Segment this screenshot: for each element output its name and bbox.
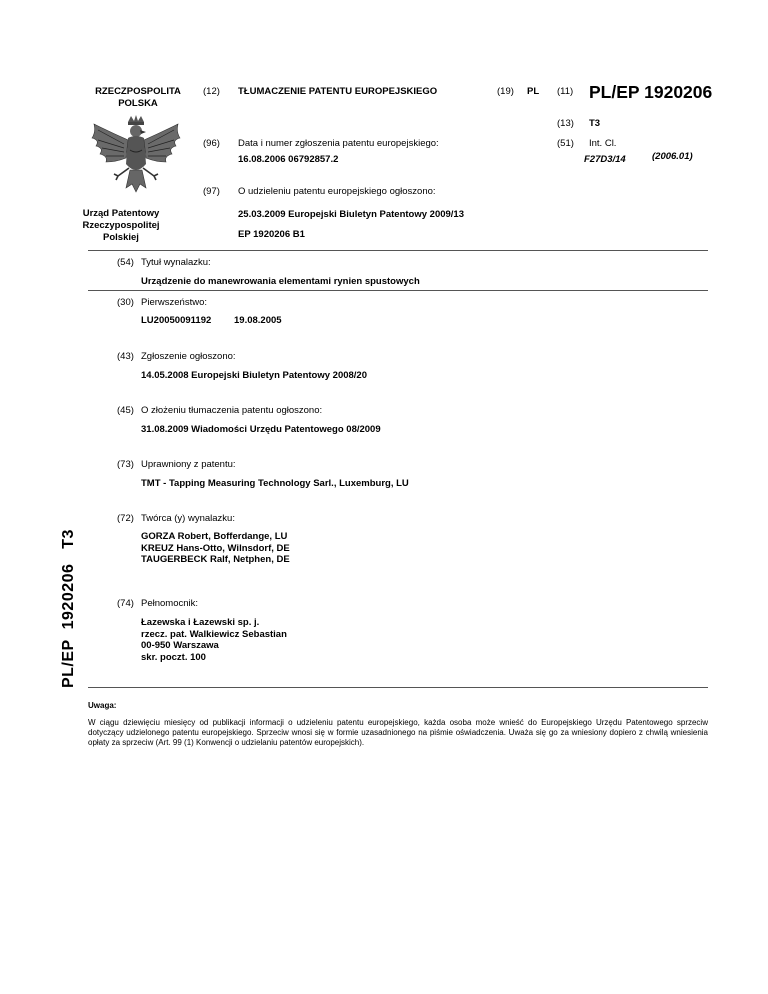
code-13: (13) xyxy=(557,118,574,129)
holder-value: TMT - Tapping Measuring Technology Sarl., Luxemburg, LU xyxy=(141,478,409,489)
side-part-2: 1920206 xyxy=(60,563,77,630)
office-line-3: Polskiej xyxy=(103,232,139,243)
code-72: (72) xyxy=(117,513,134,524)
office-line-1: Urząd Patentowy xyxy=(82,208,160,219)
code-74: (74) xyxy=(117,598,134,609)
kind-code: T3 xyxy=(589,118,601,129)
application-value: 16.08.2006 06792857.2 xyxy=(238,154,339,165)
list-item: Łazewska i Łazewski sp. j. xyxy=(141,617,260,628)
country-line-1: RZECZPOSPOLITA xyxy=(95,86,181,97)
code-19: (19) xyxy=(497,86,514,97)
grant-value-1: 25.03.2009 Europejski Biuletyn Patentowy 2009/13 xyxy=(238,209,465,220)
note-text: W ciągu dziewięciu miesięcy od publikacji informacji o udzieleniu patentu europejskiego, każda osoba może wnieść do Europejskiego Urzędu Patentowego sprzeciw dotyczący udzielonego patentu europejskiego. Sprzeciw wnosi się w formie uzasadnionego na piśmie oświadczenia. Uważa się go za wniesiony dopiero z chwilą wniesienia opłaty za sprzeciw (Art. 99 (1) Konwencji o udzielaniu patentów europejskich). xyxy=(88,718,708,747)
inventor-list xyxy=(141,531,290,566)
country-line-2: POLSKA xyxy=(118,98,158,109)
country-name xyxy=(78,86,198,110)
side-part-1: PL/EP xyxy=(60,639,77,688)
inventor-label: Twórca (y) wynalazku: xyxy=(141,513,235,524)
patent-number: PL/EP 1920206 xyxy=(589,82,713,102)
code-51: (51) xyxy=(557,138,574,149)
code-96: (96) xyxy=(203,138,220,149)
publication-value: 14.05.2008 Europejski Biuletyn Patentowy 2008/20 xyxy=(141,370,368,381)
priority-number: LU20050091192 xyxy=(141,315,212,326)
translation-label: O złożeniu tłumaczenia patentu ogłoszono: xyxy=(141,405,323,416)
note-title: Uwaga: xyxy=(88,701,117,710)
intcl-code: F27D3/14 xyxy=(584,154,626,165)
document-type: TŁUMACZENIE PATENTU EUROPEJSKIEGO xyxy=(238,86,438,97)
intcl-year: (2006.01) xyxy=(652,151,693,162)
eagle-emblem-icon xyxy=(86,114,186,202)
divider-top xyxy=(88,250,708,251)
title-value: Urządzenie do manewrowania elementami rynien spustowych xyxy=(141,276,420,287)
publication-label: Zgłoszenie ogłoszono: xyxy=(141,351,236,362)
attorney-label: Pełnomocnik: xyxy=(141,598,199,609)
code-54: (54) xyxy=(117,257,134,268)
priority-date: 19.08.2005 xyxy=(234,315,282,326)
patent-office-name xyxy=(52,208,190,244)
code-45: (45) xyxy=(117,405,134,416)
code-43: (43) xyxy=(117,351,134,362)
divider-title xyxy=(88,290,708,291)
code-11: (11) xyxy=(557,86,574,97)
list-item: skr. poczt. 100 xyxy=(141,651,206,663)
office-line-2: Rzeczypospolitej xyxy=(82,220,160,231)
application-label: Data i numer zgłoszenia patentu europejskiego: xyxy=(238,138,439,149)
code-97: (97) xyxy=(203,186,220,197)
code-12: (12) xyxy=(203,86,220,97)
list-item: GORZA Robert, Bofferdange, LU xyxy=(141,531,288,542)
priority-label: Pierwszeństwo: xyxy=(141,297,207,308)
side-part-3: T3 xyxy=(60,529,77,549)
divider-bottom xyxy=(88,687,708,688)
intcl-label: Int. Cl. xyxy=(589,138,617,149)
grant-value-2: EP 1920206 B1 xyxy=(238,229,305,240)
list-item: KREUZ Hans-Otto, Wilnsdorf, DE xyxy=(141,542,290,554)
attorney-details xyxy=(141,617,287,663)
list-item: 00-950 Warszawa xyxy=(141,640,219,651)
title-label: Tytuł wynalazku: xyxy=(141,257,211,268)
translation-value: 31.08.2009 Wiadomości Urzędu Patentowego 08/2009 xyxy=(141,424,381,435)
code-30: (30) xyxy=(117,297,134,308)
list-item: TAUGERBECK Ralf, Netphen, DE xyxy=(141,554,290,565)
holder-label: Uprawniony z patentu: xyxy=(141,459,236,470)
grant-label: O udzieleniu patentu europejskiego ogłoszono: xyxy=(238,186,436,197)
country-code: PL xyxy=(527,86,540,97)
code-73: (73) xyxy=(117,459,134,470)
side-patent-label xyxy=(60,529,78,688)
list-item: rzecz. pat. Walkiewicz Sebastian xyxy=(141,628,287,640)
